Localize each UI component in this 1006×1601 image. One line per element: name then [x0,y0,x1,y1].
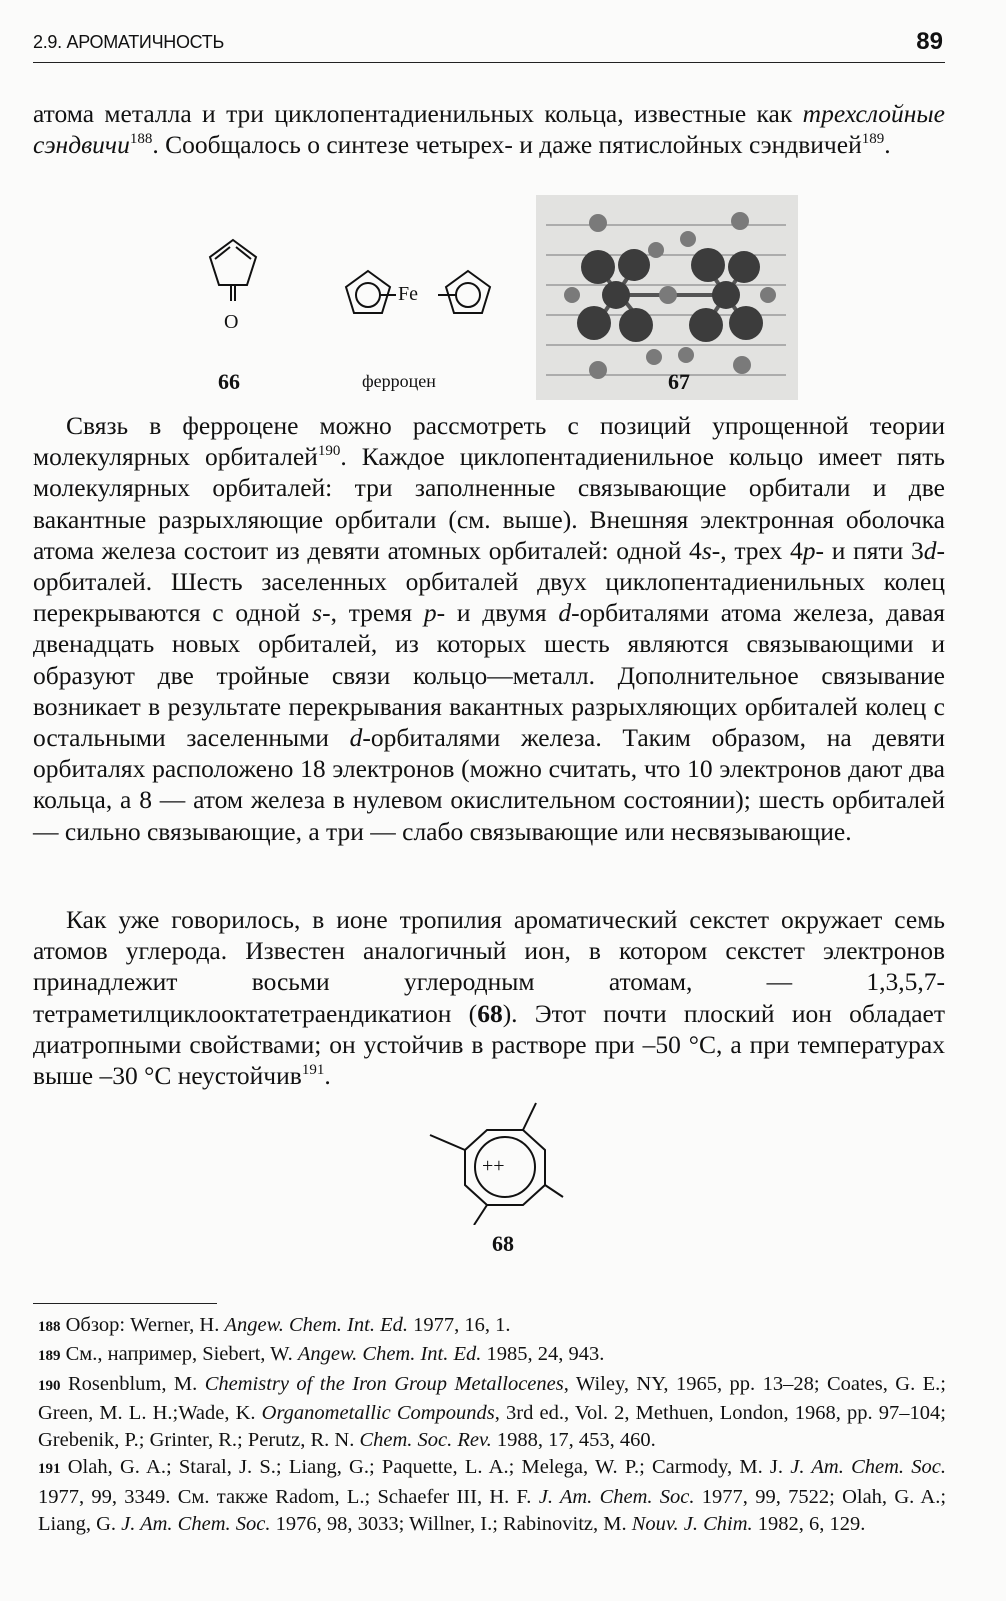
footnote-text: 1982, 6, 129. [752,1513,866,1536]
text-run: -орбиталями железа. Таким образом, на девяти орбиталях расположено 18 электронов (можно считать, что 10 электронов дают два кольца, а 8 — атом железа в нулевом окислительном состоянии); шесть орбиталей — сильно связывающие, а три — слабо связывающие или несвязывающие. [33,723,945,846]
charge-label: ++ [482,1155,505,1177]
footnote-ref: 191 [301,1062,325,1079]
orbital-symbol: s [312,598,323,628]
orbital-symbol: d [923,535,937,565]
cyclopentadienone-structure [196,235,270,315]
ferrocene-structure [338,263,498,327]
ferrocene-3d-model-image [536,195,798,400]
text-run: ). Этот почти плоский ион обладает диатропными свойствами; он устойчив в растворе при –50 °С, а при температурах выше –30 °С неустойчив [33,998,945,1091]
citation-title: J. Am. Chem. Soc. [538,1485,695,1508]
footnote-number: 188 [38,1319,61,1335]
footnote-text: 1988, 17, 453, 460. [491,1429,656,1452]
citation-title: Angew. Chem. Int. Ed. [224,1314,408,1336]
section-title: 2.9. АРОМАТИЧНОСТЬ [33,32,224,52]
footnote-number: 189 [38,1348,61,1365]
citation-title: J. Am. Chem. Soc. [121,1513,271,1536]
compound-ref: 68 [477,998,503,1028]
text-run: . [324,1061,331,1091]
text-run: -, трех 4 [711,535,803,565]
orbital-symbol: d [558,598,572,628]
text-run: . Каждое циклопентадиенильное кольцо имеет пять молекулярных орбиталей: три заполненные связывающие орбитали и две вакантные разрыхляющие орбитали (см. выше). Внешняя электронная оболочка атома железа состоит из девяти атомных орбиталей: одной 4 [33,442,946,565]
footnote-number: 190 [38,1377,61,1394]
compound-label-67: 67 [668,369,690,394]
text-run: -орбиталями атома железа, давая двенадцать новых орбиталей, из которых шесть являются связывающими и образуют две тройные связи кольцо—металл. Дополнительное связывание возникает в результате перекрывания вакантных разрыхляющих орбиталей колец с остальными заселенными [33,598,945,753]
footnote-text: 1985, 24, 943. [481,1343,605,1366]
cyclooctatetraene-dication-structure [420,1095,590,1225]
footnote-ref: 188 [129,131,153,148]
footnote-ref: 190 [317,443,341,460]
text-run: атома металла и три циклопентадиенильных кольца, известные как [33,99,803,128]
footnote-191 [38,1454,946,1538]
footnotes [38,1312,946,1538]
text-run: . [884,130,891,160]
footnote-number: 191 [38,1461,61,1478]
running-header [33,28,945,63]
paragraph-3 [33,904,945,1091]
page-number: 89 [916,28,943,55]
ferrocene-caption: ферроцен [362,371,436,391]
paragraph-2 [33,410,945,847]
footnote-text: 1976, 98, 3033; Willner, I.; Rabinovitz, M. [270,1513,632,1536]
footnote-text: См., например, Siebert, W. [65,1343,298,1366]
orbital-symbol: p [423,598,437,628]
footnote-189 [38,1341,946,1370]
paragraph-1 [33,98,945,160]
citation-title: Angew. Chem. Int. Ed. [297,1343,482,1366]
text-run: . Сообщалось о синтезе четырех- и даже пятислойных сэндвичей [152,130,862,160]
footnote-text: Обзор: Werner, H. [65,1314,225,1336]
footnote-text: 1977, 99, 7522; Olah, G. A.; Liang, G. [38,1485,947,1536]
orbital-symbol: p [802,535,816,565]
compound-label-66: 66 [218,369,240,394]
text-run: Связь в ферроцене можно рассмотреть с позиций упрощенной теории молекулярных орбиталей [33,411,945,472]
italic-term: трехслойные сэндвичи [33,99,945,160]
footnote-ref: 189 [861,131,885,148]
footnote-text: , 3rd ed., Vol. 2, Methuen, London, 1968, pp. 97–104; Grebenik, P.; Grinter, R.; Perutz, R. N. [38,1401,946,1452]
footnote-190 [38,1371,946,1455]
figure-compounds-66-67 [0,195,1006,410]
oxygen-atom: O [224,311,239,333]
iron-atom: Fe [398,283,418,305]
footnote-text: 1977, 16, 1. [407,1314,511,1336]
footnote-text: , Wiley, NY, 1965, pp. 13–28; Coates, G. E.; Green, M. L. H.;Wade, K. [38,1372,947,1424]
text-run: - и пяти 3 [815,535,924,565]
citation-title: Organometallic Compounds [261,1401,495,1424]
footnote-text: 1977, 99, 3349. См. также Radom, L.; Schaefer III, H. F. [38,1485,539,1508]
text-run: - и двумя [436,598,559,628]
citation-title: J. Am. Chem. Soc. [790,1456,946,1479]
orbital-symbol: d [349,723,363,753]
citation-title: Chemistry of the Iron Group Metallocenes [204,1372,564,1395]
figure-compound-68 [420,1095,590,1265]
citation-title: Nouv. J. Chim. [631,1513,753,1536]
text-run: Как уже говорилось, в ионе тропилия ароматический секстет окружает семь атомов углерода. Известен аналогичный ион, в котором секстет электронов принадлежит восьми углеродным атомам, — 1,3,5,7-тетраметилциклооктатетраендикатион ( [33,905,945,1028]
text-run: -орбиталей. Шесть заселенных орбиталей двух циклопентадиенильных колец перекрываются с одной [33,535,945,628]
footnote-188 [38,1312,946,1341]
citation-title: Chem. Soc. Rev. [359,1429,492,1452]
text-run: -, тремя [322,598,424,628]
orbital-symbol: s [701,535,712,565]
footnote-text: Olah, G. A.; Staral, J. S.; Liang, G.; Paquette, L. A.; Melega, W. P.; Carmody, M. J. [67,1456,791,1479]
compound-label-68: 68 [492,1231,514,1256]
footnote-text: Rosenblum, M. [67,1372,205,1395]
footnote-separator [33,1303,217,1304]
